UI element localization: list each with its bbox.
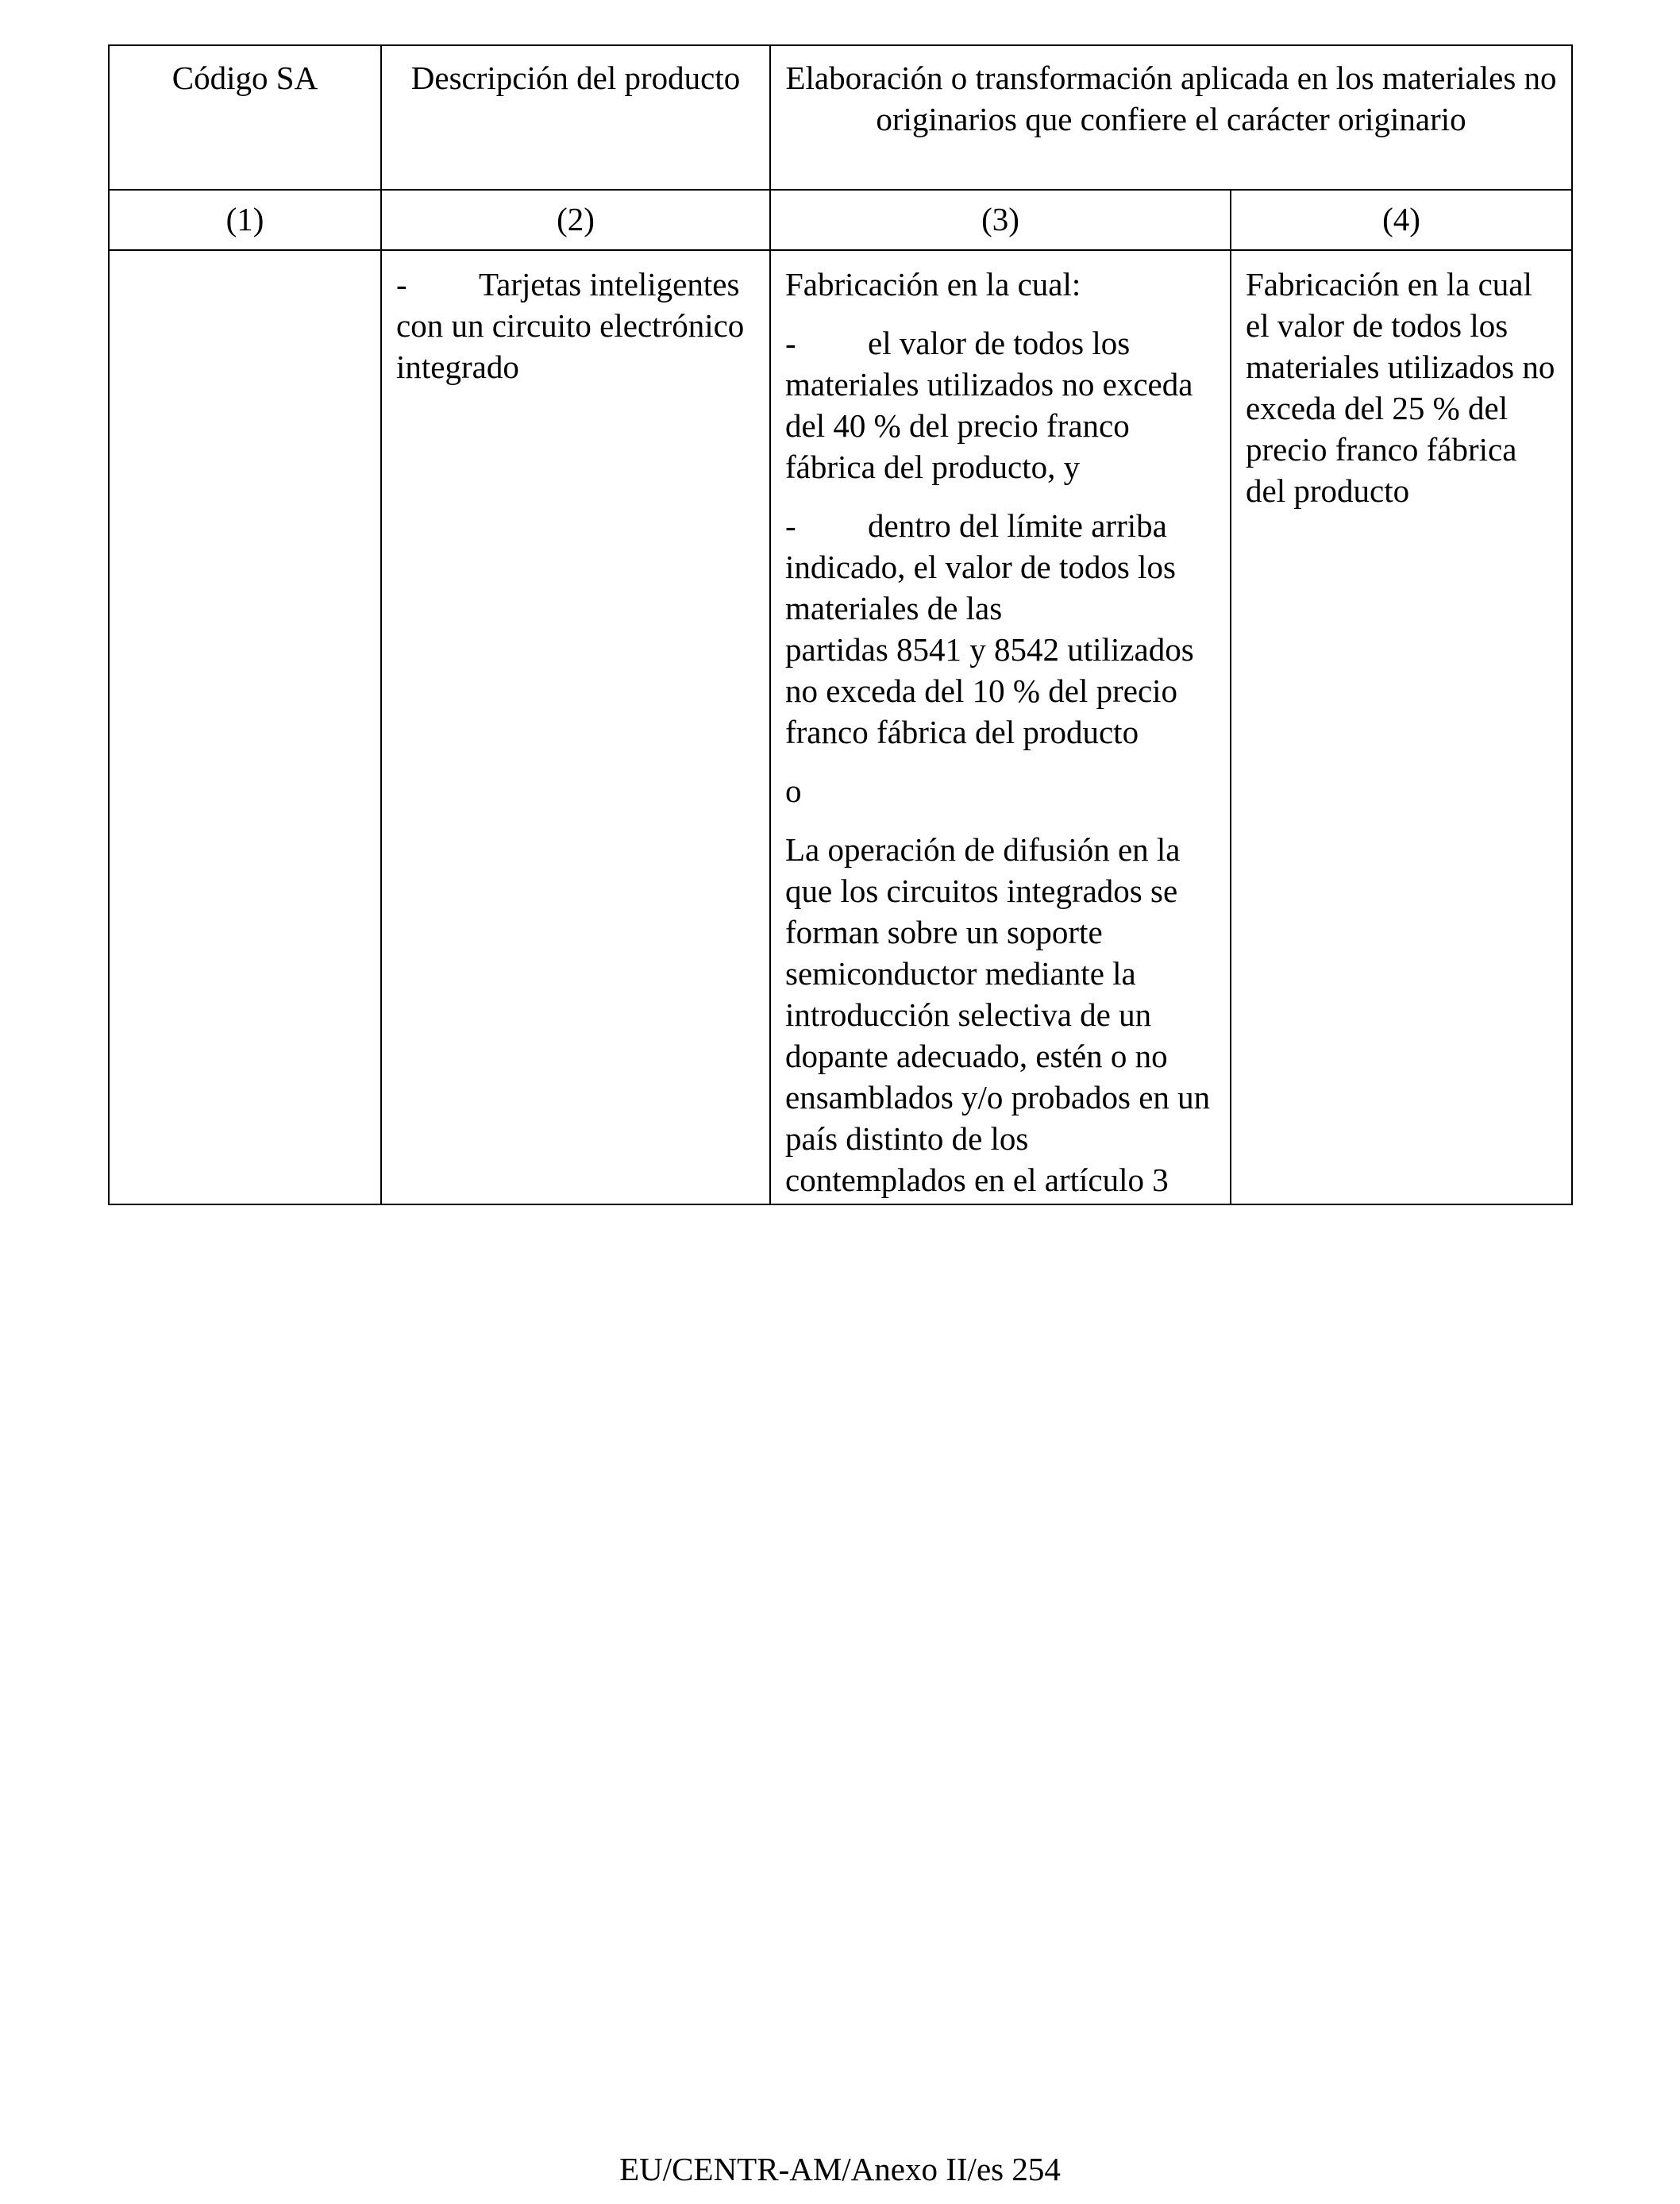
column-number-4: (4) (1231, 190, 1572, 250)
rule3-bullet-2 (785, 505, 1216, 753)
rule3-or: o (785, 773, 802, 809)
rule3-bullet-1-text: el valor de todos los materiales utilizados no exceda del 40 % del precio franco fábrica del producto, y (785, 325, 1193, 485)
rule3-bullet-2-text-b: partidas 8541 y 8542 utilizados no exceda del 10 % del precio franco fábrica del producto (785, 631, 1194, 750)
header-working-processing: Elaboración o transformación aplicada en los materiales no originarios que confiere el carácter originario (770, 45, 1572, 190)
column-number-row (109, 190, 1572, 250)
hs-code-cell (109, 250, 381, 1204)
column-number-1: (1) (109, 190, 381, 250)
rule3-bullet-2-text-a: dentro del límite arriba indicado, el valor de todos los materiales de las (785, 507, 1176, 626)
rule-column-4-cell: Fabricación en la cual el valor de todos los materiales utilizados no exceda del 25 % del precio franco fábrica del producto (1231, 250, 1572, 1204)
table-row (109, 250, 1572, 1204)
rules-table (108, 44, 1573, 1205)
description-dash: - (396, 266, 407, 302)
rule3-alternative: La operación de difusión en la que los circuitos integrados se forman sobre un soporte semiconductor mediante la introducción selectiva de un dopante adecuado, estén o no ensamblados y/o probados en un país distinto de los contemplados en el artículo 3 (785, 831, 1211, 1198)
header-product-description: Descripción del producto (381, 45, 770, 190)
description-text: Tarjetas inteligentes con un circuito electrónico integrado (396, 266, 745, 385)
product-description-cell (381, 250, 770, 1204)
header-row (109, 45, 1572, 190)
header-hs-code: Código SA (109, 45, 381, 190)
column-number-2: (2) (381, 190, 770, 250)
rule3-bullet-1-dash: - (785, 325, 796, 361)
rule3-intro: Fabricación en la cual: (785, 266, 1081, 302)
rule3-bullet-1 (785, 322, 1216, 487)
page-footer-reference: EU/CENTR-AM/Anexo II/es 254 (619, 2151, 1061, 2187)
rule3-bullet-2-dash: - (785, 507, 796, 544)
rule-column-3-cell (770, 250, 1231, 1204)
column-number-3: (3) (770, 190, 1231, 250)
